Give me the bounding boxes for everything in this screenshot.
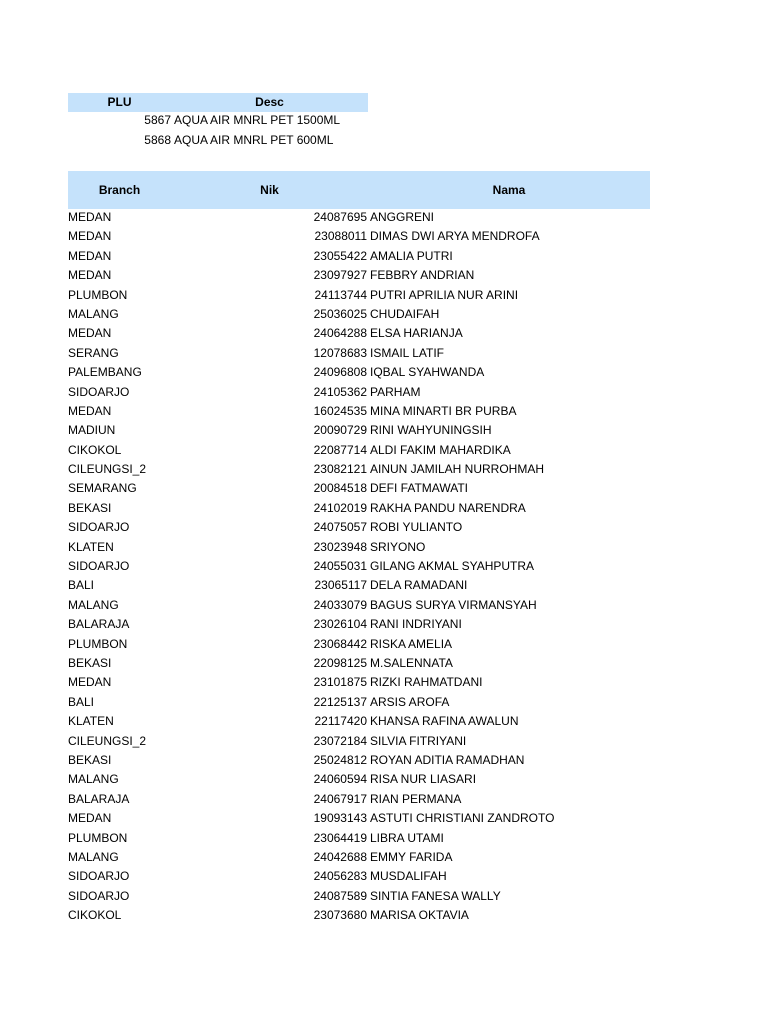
nik-cell: 24105362 [313, 384, 367, 399]
nama-cell: ANGGRENI [370, 210, 435, 224]
nama-cell: IQBAL SYAHWANDA [370, 365, 485, 380]
branch-cell: MEDAN [68, 248, 112, 263]
branch-cell: MALANG [68, 849, 119, 864]
table-row [68, 770, 668, 789]
nama-cell: RIAN PERMANA [370, 791, 462, 806]
nik-cell: 23101875 [313, 675, 367, 690]
branch-cell: SIDOARJO [68, 888, 130, 903]
nik-cell: 24064288 [313, 326, 367, 341]
nama-cell: M.SALENNATA [370, 655, 453, 670]
branch-cell: SIDOARJO [68, 869, 130, 884]
nama-cell: DELA RAMADANI [370, 578, 468, 593]
nik-column-header: Nik [260, 183, 279, 197]
branch-cell: SIDOARJO [68, 520, 130, 535]
branch-cell: MEDAN [68, 403, 112, 418]
nik-cell: 23088011 [314, 229, 367, 244]
nik-cell: 24087589 [313, 888, 367, 903]
table-row [68, 305, 668, 324]
nama-cell: DIMAS DWI ARYA MENDROFA [370, 229, 540, 244]
nama-cell: SILVIA FITRIYANI [370, 733, 467, 748]
branch-cell: MEDAN [68, 326, 112, 341]
nik-cell: 22117420 [314, 714, 367, 729]
table-row [68, 576, 668, 595]
branch-cell: PLUMBON [68, 830, 128, 845]
branch-cell: BALI [68, 578, 95, 593]
nama-cell: ELSA HARIANJA [370, 326, 463, 341]
nama-cell: RINI WAHYUNINGSIH [370, 423, 492, 438]
nik-cell: 23073680 [313, 908, 367, 923]
table-row [68, 635, 668, 654]
branch-cell: SIDOARJO [68, 384, 130, 399]
table-row [68, 712, 668, 731]
plu-code: 5868 [144, 133, 171, 147]
nik-cell: 20084518 [313, 481, 367, 496]
table-row [68, 693, 668, 712]
nik-cell: 24096808 [313, 365, 367, 380]
table-row [68, 673, 668, 692]
plu-row [68, 110, 468, 130]
branch-cell: BEKASI [68, 500, 112, 515]
nama-cell: FEBBRY ANDRIAN [370, 268, 475, 283]
plu-desc: AQUA AIR MNRL PET 600ML [174, 133, 334, 147]
table-row [68, 479, 668, 498]
nik-cell: 25024812 [313, 752, 367, 767]
branch-cell: CIKOKOL [68, 908, 122, 923]
branch-cell: KLATEN [68, 539, 114, 554]
nama-cell: AINUN JAMILAH NURROHMAH [370, 462, 545, 477]
nik-cell: 24033079 [313, 597, 367, 612]
nama-cell: DEFI FATMAWATI [370, 481, 468, 496]
branch-cell: MALANG [68, 597, 119, 612]
nama-cell: ALDI FAKIM MAHARDIKA [370, 442, 511, 457]
nik-cell: 23023948 [313, 539, 367, 554]
nik-cell: 22125137 [313, 694, 367, 709]
branch-cell: CIKOKOL [68, 442, 122, 457]
nik-cell: 24060594 [313, 772, 367, 787]
table-row [68, 829, 668, 848]
nik-cell: 23068442 [313, 636, 367, 651]
table-row [68, 344, 668, 363]
nik-cell: 19093143 [313, 811, 367, 826]
branch-cell: MALANG [68, 306, 119, 321]
table-row [68, 286, 668, 305]
table-row [68, 906, 668, 925]
branch-cell: BALI [68, 694, 95, 709]
branch-cell: CILEUNGSI_2 [68, 733, 147, 748]
table-row [68, 499, 668, 518]
nama-cell: ISMAIL LATIF [370, 345, 445, 360]
table-row [68, 247, 668, 266]
nama-cell: BAGUS SURYA VIRMANSYAH [370, 597, 537, 612]
branch-cell: MEDAN [68, 210, 112, 224]
table-row [68, 363, 668, 382]
nik-cell: 16024535 [313, 403, 367, 418]
nik-cell: 12078683 [313, 345, 367, 360]
employee-table-body [68, 208, 668, 925]
nik-cell: 22087714 [313, 442, 367, 457]
branch-cell: MEDAN [68, 229, 112, 244]
nama-cell: RANI INDRIYANI [370, 617, 462, 632]
nama-cell: KHANSA RAFINA AWALUN [370, 714, 519, 729]
branch-cell: BEKASI [68, 752, 112, 767]
branch-cell: KLATEN [68, 714, 114, 729]
table-row [68, 208, 668, 227]
nama-cell: ARSIS AROFA [370, 694, 450, 709]
nik-cell: 24113744 [314, 287, 367, 302]
nik-cell: 20090729 [313, 423, 367, 438]
branch-cell: MADIUN [68, 423, 116, 438]
nama-column-header: Nama [492, 183, 526, 197]
nama-cell: MARISA OKTAVIA [370, 908, 469, 923]
branch-cell: CILEUNGSI_2 [68, 462, 147, 477]
table-row [68, 538, 668, 557]
branch-cell: MEDAN [68, 268, 112, 283]
nama-cell: SINTIA FANESA WALLY [370, 888, 501, 903]
nama-cell: LIBRA UTAMI [370, 830, 444, 845]
nik-cell: 24075057 [313, 520, 367, 535]
nik-cell: 24087695 [313, 210, 367, 224]
nama-cell: PUTRI APRILIA NUR ARINI [370, 287, 519, 302]
branch-cell: BEKASI [68, 655, 112, 670]
branch-cell: BALARAJA [68, 791, 130, 806]
branch-cell: SEMARANG [68, 481, 137, 496]
plu-row [68, 130, 468, 150]
table-row [68, 732, 668, 751]
nama-cell: PARHAM [370, 384, 421, 399]
branch-cell: MALANG [68, 772, 119, 787]
employee-table-header [68, 171, 650, 209]
table-row [68, 615, 668, 634]
table-row [68, 596, 668, 615]
plu-desc: AQUA AIR MNRL PET 1500ML [174, 113, 341, 127]
nik-cell: 23072184 [313, 733, 367, 748]
nama-cell: ROBI YULIANTO [370, 520, 463, 535]
nama-cell: EMMY FARIDA [370, 849, 453, 864]
branch-cell: SERANG [68, 345, 119, 360]
branch-cell: PLUMBON [68, 287, 128, 302]
branch-cell: BALARAJA [68, 617, 130, 632]
table-row [68, 887, 668, 906]
nik-cell: 23055422 [313, 248, 367, 263]
table-row [68, 809, 668, 828]
branch-cell: PLUMBON [68, 636, 128, 651]
nik-cell: 25036025 [313, 306, 367, 321]
nama-cell: RIZKI RAHMATDANI [370, 675, 483, 690]
nik-cell: 24067917 [313, 791, 367, 806]
nik-cell: 24055031 [313, 559, 367, 574]
nik-cell: 23097927 [313, 268, 367, 283]
nik-cell: 23065117 [314, 578, 367, 593]
table-row [68, 266, 668, 285]
table-row [68, 654, 668, 673]
table-row [68, 402, 668, 421]
table-row [68, 557, 668, 576]
branch-cell: MEDAN [68, 811, 112, 826]
desc-column-header: Desc [255, 95, 284, 109]
nik-cell: 23026104 [313, 617, 367, 632]
nama-cell: RAKHA PANDU NARENDRA [370, 500, 526, 515]
branch-cell: PALEMBANG [68, 365, 142, 380]
branch-cell: MEDAN [68, 675, 112, 690]
table-row [68, 790, 668, 809]
table-row [68, 751, 668, 770]
plu-column-header: PLU [107, 95, 132, 109]
table-row [68, 324, 668, 343]
nik-cell: 23082121 [313, 462, 367, 477]
table-row [68, 460, 668, 479]
table-row [68, 421, 668, 440]
nik-cell: 22098125 [313, 655, 367, 670]
table-row [68, 867, 668, 886]
nama-cell: ASTUTI CHRISTIANI ZANDROTO [370, 811, 555, 826]
table-row [68, 518, 668, 537]
plu-code: 5867 [144, 113, 171, 127]
branch-column-header: Branch [98, 183, 141, 197]
nama-cell: GILANG AKMAL SYAHPUTRA [370, 559, 535, 574]
table-row [68, 383, 668, 402]
nama-cell: MUSDALIFAH [370, 869, 447, 884]
table-row [68, 441, 668, 460]
nik-cell: 23064419 [313, 830, 367, 845]
nik-cell: 24102019 [313, 500, 367, 515]
nama-cell: RISA NUR LIASARI [370, 772, 477, 787]
nama-cell: SRIYONO [370, 539, 426, 554]
table-row [68, 227, 668, 246]
table-row [68, 848, 668, 867]
nama-cell: MINA MINARTI BR PURBA [370, 403, 517, 418]
nama-cell: ROYAN ADITIA RAMADHAN [370, 752, 525, 767]
nama-cell: RISKA AMELIA [370, 636, 453, 651]
nik-cell: 24042688 [313, 849, 367, 864]
nama-cell: AMALIA PUTRI [370, 248, 453, 263]
nama-cell: CHUDAIFAH [370, 306, 440, 321]
nik-cell: 24056283 [313, 869, 367, 884]
branch-cell: SIDOARJO [68, 559, 130, 574]
